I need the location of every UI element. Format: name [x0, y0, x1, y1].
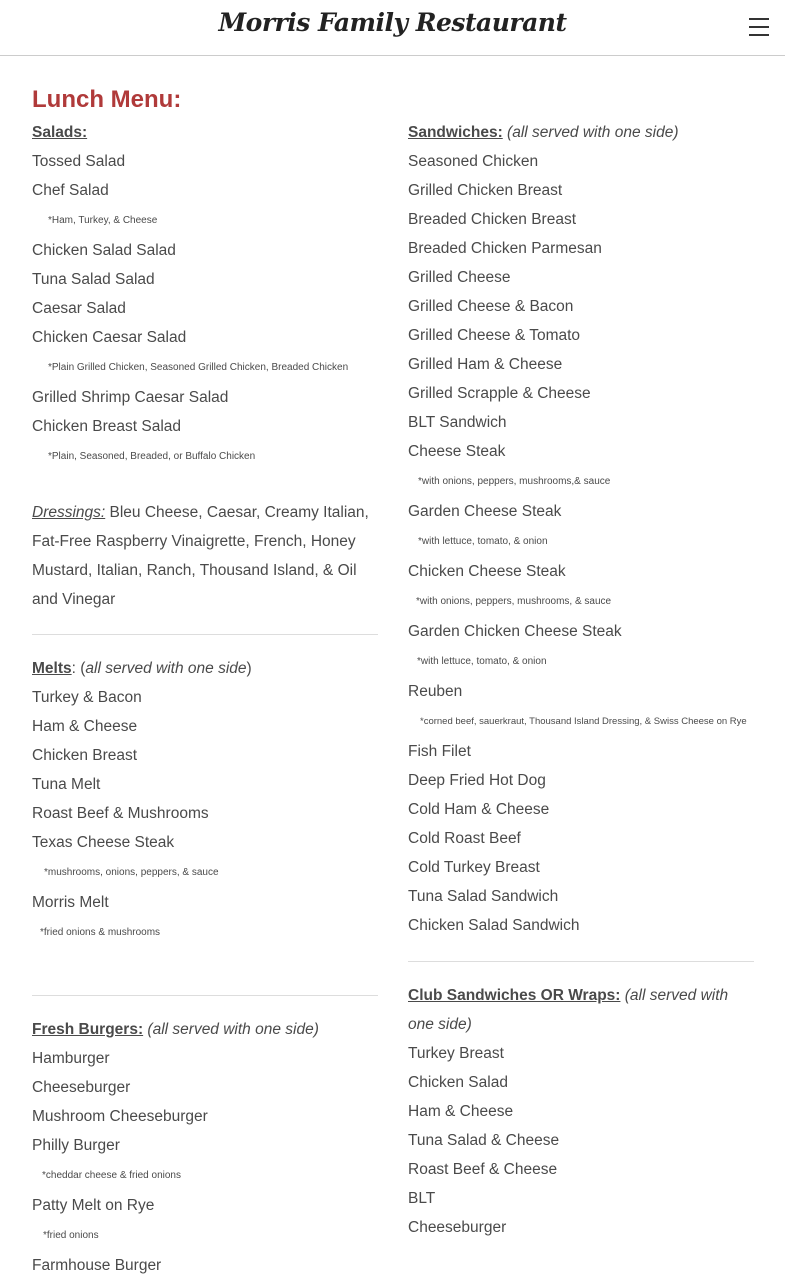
list-item: Roast Beef & Cheese	[408, 1161, 558, 1178]
list-item: Grilled Shrimp Caesar Salad	[32, 389, 229, 406]
item-note: *Plain, Seasoned, Breaded, or Buffalo Chicken	[48, 451, 256, 462]
dressings-paragraph: Dressings: Bleu Cheese, Caesar, Creamy Italian, Fat-Free Raspberry Vinaigrette, French, Honey Mustard, Italian, Ranch, Thousand Island, & Oil and Vinegar	[32, 504, 369, 608]
list-item: BLT	[408, 1190, 436, 1207]
list-item: Grilled Chicken Breast	[408, 182, 563, 199]
sandwiches-list	[408, 147, 754, 940]
list-item: Deep Fried Hot Dog	[408, 772, 546, 789]
list-item: Cheeseburger	[408, 1219, 507, 1236]
list-item: Farmhouse Burger	[32, 1257, 162, 1274]
list-item: Fish Filet	[408, 743, 471, 760]
list-item: Turkey Breast	[408, 1045, 504, 1062]
list-item: Ham & Cheese	[408, 1103, 514, 1120]
list-item: Chicken Cheese Steak	[408, 563, 566, 580]
sandwiches-heading: Sandwiches: (all served with one side)	[408, 124, 679, 141]
list-item: Tuna Salad Salad	[32, 271, 155, 288]
list-item: Breaded Chicken Breast	[408, 211, 577, 228]
list-item: Tossed Salad	[32, 153, 126, 170]
list-item: Hamburger	[32, 1050, 110, 1067]
list-item: Mushroom Cheeseburger	[32, 1108, 208, 1125]
list-item: Garden Cheese Steak	[408, 503, 562, 520]
salads-heading: Salads:	[32, 124, 88, 141]
list-item: Tuna Salad Sandwich	[408, 888, 559, 905]
burgers-heading: Fresh Burgers: (all served with one side)	[32, 1021, 319, 1038]
item-note: *fried onions & mushrooms	[40, 927, 161, 938]
melts-list	[32, 683, 378, 948]
list-item: Reuben	[408, 683, 463, 700]
item-note: *corned beef, sauerkraut, Thousand Island Dressing, & Swiss Cheese on Rye	[420, 716, 747, 727]
list-item: Grilled Cheese & Bacon	[408, 298, 574, 315]
site-title[interactable]: Morris Family Restaurant	[218, 8, 567, 37]
list-item: Texas Cheese Steak	[32, 834, 175, 851]
left-column	[32, 118, 378, 1280]
list-item: Chicken Breast Salad	[32, 418, 182, 435]
list-item: Garden Chicken Cheese Steak	[408, 623, 622, 640]
site-header	[0, 0, 785, 56]
list-item: Caesar Salad	[32, 300, 126, 317]
right-column	[408, 118, 754, 1242]
page-title: Lunch Menu:	[32, 86, 182, 113]
menu-icon[interactable]	[749, 18, 769, 36]
item-note: *Plain Grilled Chicken, Seasoned Grilled Chicken, Breaded Chicken	[48, 362, 349, 373]
list-item: Grilled Ham & Cheese	[408, 356, 563, 373]
item-note: *fried onions	[43, 1230, 99, 1241]
list-item: Grilled Cheese	[408, 269, 511, 286]
list-item: Chicken Caesar Salad	[32, 329, 187, 346]
list-item: BLT Sandwich	[408, 414, 507, 431]
list-item: Cold Turkey Breast	[408, 859, 540, 876]
list-item: Cold Ham & Cheese	[408, 801, 550, 818]
item-note: *with onions, peppers, mushrooms,& sauce	[418, 476, 611, 487]
list-item: Grilled Cheese & Tomato	[408, 327, 581, 344]
item-note: *Ham, Turkey, & Cheese	[48, 215, 158, 226]
list-item: Turkey & Bacon	[32, 689, 142, 706]
salads-list	[32, 147, 378, 472]
club-list	[408, 1039, 754, 1242]
item-note: *mushrooms, onions, peppers, & sauce	[44, 867, 219, 878]
list-item: Cold Roast Beef	[408, 830, 521, 847]
list-item: Morris Melt	[32, 894, 109, 911]
melts-heading: Melts: (all served with one side)	[32, 660, 252, 677]
burgers-list	[32, 1044, 378, 1280]
list-item: Roast Beef & Mushrooms	[32, 805, 209, 822]
list-item: Tuna Salad & Cheese	[408, 1132, 560, 1149]
list-item: Philly Burger	[32, 1137, 120, 1154]
list-item: Cheeseburger	[32, 1079, 131, 1096]
item-note: *cheddar cheese & fried onions	[42, 1170, 181, 1181]
list-item: Chicken Salad	[408, 1074, 508, 1091]
list-item: Chef Salad	[32, 182, 109, 199]
club-heading: Club Sandwiches OR Wraps: (all served with one side)	[408, 987, 729, 1033]
item-note: *with lettuce, tomato, & onion	[418, 536, 548, 547]
list-item: Chicken Salad Salad	[32, 242, 176, 259]
list-item: Chicken Breast	[32, 747, 138, 764]
list-item: Breaded Chicken Parmesan	[408, 240, 602, 257]
item-note: *with onions, peppers, mushrooms, & sauce	[416, 596, 612, 607]
list-item: Grilled Scrapple & Cheese	[408, 385, 591, 402]
list-item: Ham & Cheese	[32, 718, 138, 735]
list-item: Tuna Melt	[32, 776, 101, 793]
list-item: Cheese Steak	[408, 443, 506, 460]
list-item: Chicken Salad Sandwich	[408, 917, 580, 934]
list-item: Seasoned Chicken	[408, 153, 539, 170]
item-note: *with lettuce, tomato, & onion	[417, 656, 547, 667]
list-item: Patty Melt on Rye	[32, 1197, 155, 1214]
